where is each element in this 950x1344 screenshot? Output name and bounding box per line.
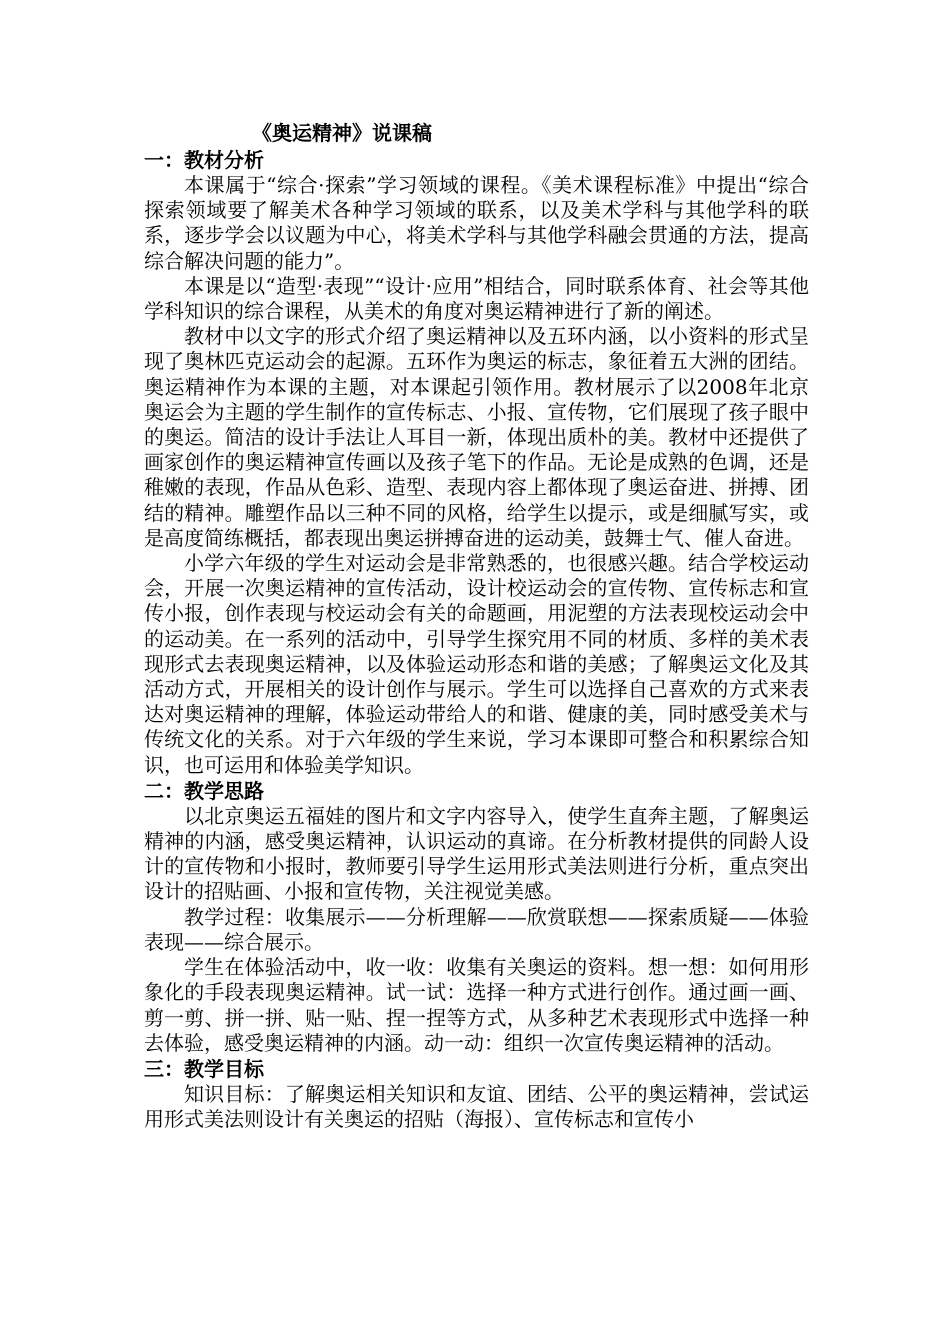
paragraph: 小学六年级的学生对运动会是非常熟悉的，也很感兴趣。结合学校运动会，开展一次奥运精神的宣传活动，设计校运动会的宣传物、宣传标志和宣传小报，创作表现与校运动会有关的命题画，用泥塑的方法表现校运动会中的运动美。在一系列的活动中，引导学生探究用不同的材质、多样的美术表现形式去表现奥运精神，以及体验运动形态和谐的美感；了解奥运文化及其活动方式，开展相关的设计创作与展示。学生可以选择自己喜欢的方式来表达对奥运精神的理解，体验运动带给人的和谐、健康的美，同时感受美术与传统文化的关系。对于六年级的学生来说，学习本课即可整合和积累综合知识，也可运用和体验美学知识。 xyxy=(144,551,809,777)
paragraph: 本课是以“造型·表现”“设计·应用”相结合，同时联系体育、社会等其他学科知识的综合课程，从美术的角度对奥运精神进行了新的阐述。 xyxy=(144,273,809,324)
paragraph: 本课属于“综合·探索”学习领域的课程。《美术课程标准》中提出“综合探索领域要了解美术各种学习领域的联系，以及美术学科与其他学科的联系，逐步学会以议题为中心，将美术学科与其他学科融会贯通的方法，提高综合解决问题的能力”。 xyxy=(144,173,809,273)
section-teaching-approach xyxy=(144,778,809,1056)
paragraph: 以北京奥运五福娃的图片和文字内容导入，使学生直奔主题，了解奥运精神的内涵，感受奥运精神，认识运动的真谛。在分析教材提供的同龄人设计的宣传物和小报时，教师要引导学生运用形式美法则进行分析，重点突出设计的招贴画、小报和宣传物，关注视觉美感。 xyxy=(144,803,809,904)
section-heading: 二：教学思路 xyxy=(144,778,264,803)
document-body xyxy=(144,120,809,1132)
document-title: 《奥运精神》说课稿 xyxy=(252,121,432,145)
section-teaching-objectives xyxy=(144,1056,809,1132)
section-heading: 三：教学目标 xyxy=(144,1056,264,1081)
paragraph: 教材中以文字的形式介绍了奥运精神以及五环内涵，以小资料的形式呈现了奥林匹克运动会的起源。五环作为奥运的标志，象征着五大洲的团结。奥运精神作为本课的主题，对本课起引领作用。教材展示了以2008年北京奥运会为主题的学生制作的宣传标志、小报、宣传物，它们展现了孩子眼中的奥运。简洁的设计手法让人耳目一新，体现出质朴的美。教材中还提供了画家创作的奥运精神宣传画以及孩子笔下的作品。无论是成熟的色调，还是稚嫩的表现，作品从色彩、造型、表现内容上都体现了奥运奋进、拼搏、团结的精神。雕塑作品以三种不同的风格，给学生以提示，或是细腻写实，或是高度简练概括，都表现出奥运拼搏奋进的运动美，鼓舞士气、催人奋进。 xyxy=(144,324,809,550)
paragraph: 知识目标：了解奥运相关知识和友谊、团结、公平的奥运精神，尝试运用形式美法则设计有关奥运的招贴（海报）、宣传标志和宣传小 xyxy=(144,1081,809,1132)
section-teaching-material-analysis xyxy=(144,147,809,778)
section-heading: 一：教材分析 xyxy=(144,148,264,172)
paragraph: 学生在体验活动中，收一收：收集有关奥运的资料。想一想：如何用形象化的手段表现奥运精神。试一试：选择一种方式进行创作。通过画一画、剪一剪、拼一拼、贴一贴、捏一捏等方式，从多种艺术表现形式中选择一种去体验，感受奥运精神的内涵。动一动：组织一次宣传奥运精神的活动。 xyxy=(144,955,809,1055)
paragraph: 教学过程：收集展示——分析理解——欣赏联想——探索质疑——体验表现——综合展示。 xyxy=(144,904,809,954)
